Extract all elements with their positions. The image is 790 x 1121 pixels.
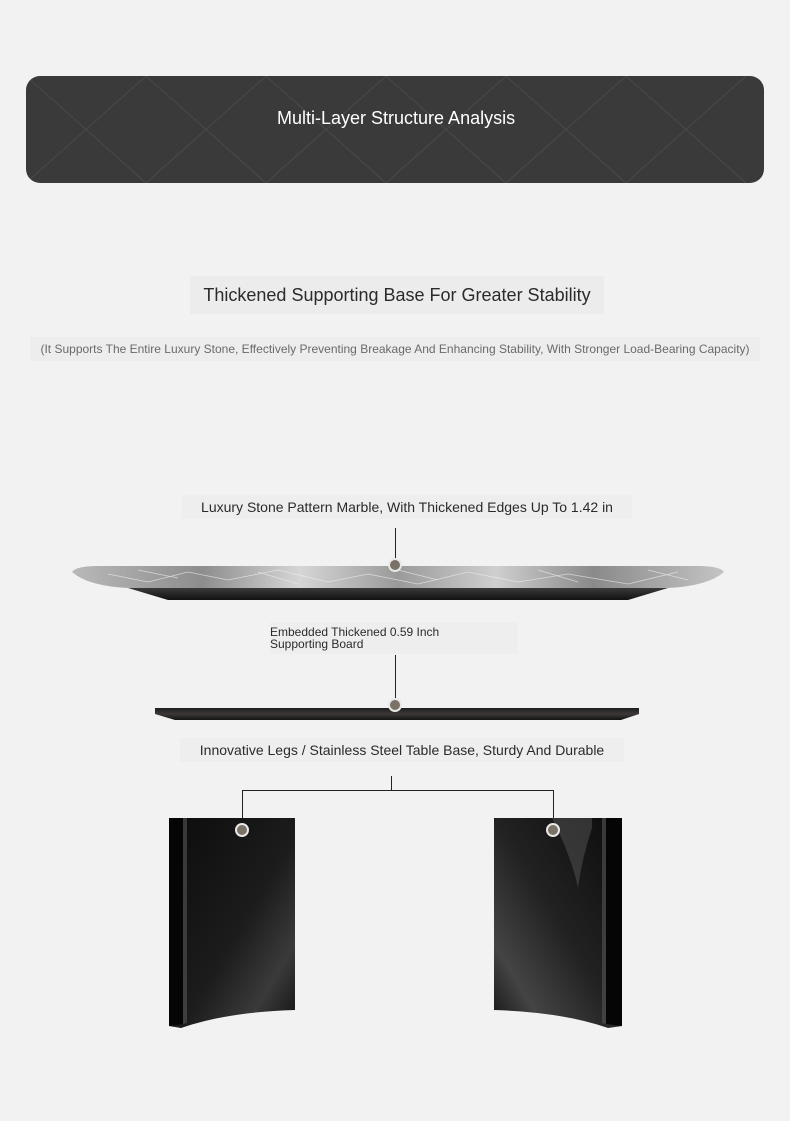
left-leg-callout-dot: [235, 823, 249, 837]
header-banner: [26, 76, 764, 183]
banner-watermark-pattern: [26, 76, 764, 183]
legs-callout-stem: [391, 776, 392, 790]
section-heading: Thickened Supporting Base For Greater Stability: [190, 276, 604, 314]
left-leg-image: [167, 818, 297, 1028]
board-callout-line: [395, 655, 396, 699]
right-leg-callout-dot: [546, 823, 560, 837]
board-label-line2: Supporting Board: [270, 637, 364, 651]
banner-title: Multi-Layer Structure Analysis: [277, 108, 516, 128]
board-label-line1: Embedded Thickened 0.59 Inch: [270, 625, 440, 639]
board-layer-label: [270, 622, 518, 654]
stone-layer-label: Luxury Stone Pattern Marble, With Thickened Edges Up To 1.42 in: [182, 495, 632, 519]
board-callout-dot: [388, 698, 402, 712]
section-subnote: (It Supports The Entire Luxury Stone, Effectively Preventing Breakage And Enhancing Stability, With Stronger Load-Bearing Capacity): [30, 337, 760, 361]
legs-layer-label: Innovative Legs / Stainless Steel Table Base, Sturdy And Durable: [180, 738, 624, 762]
right-leg-image: [492, 818, 624, 1028]
stone-callout-dot: [388, 558, 402, 572]
legs-callout-bar: [242, 790, 554, 791]
